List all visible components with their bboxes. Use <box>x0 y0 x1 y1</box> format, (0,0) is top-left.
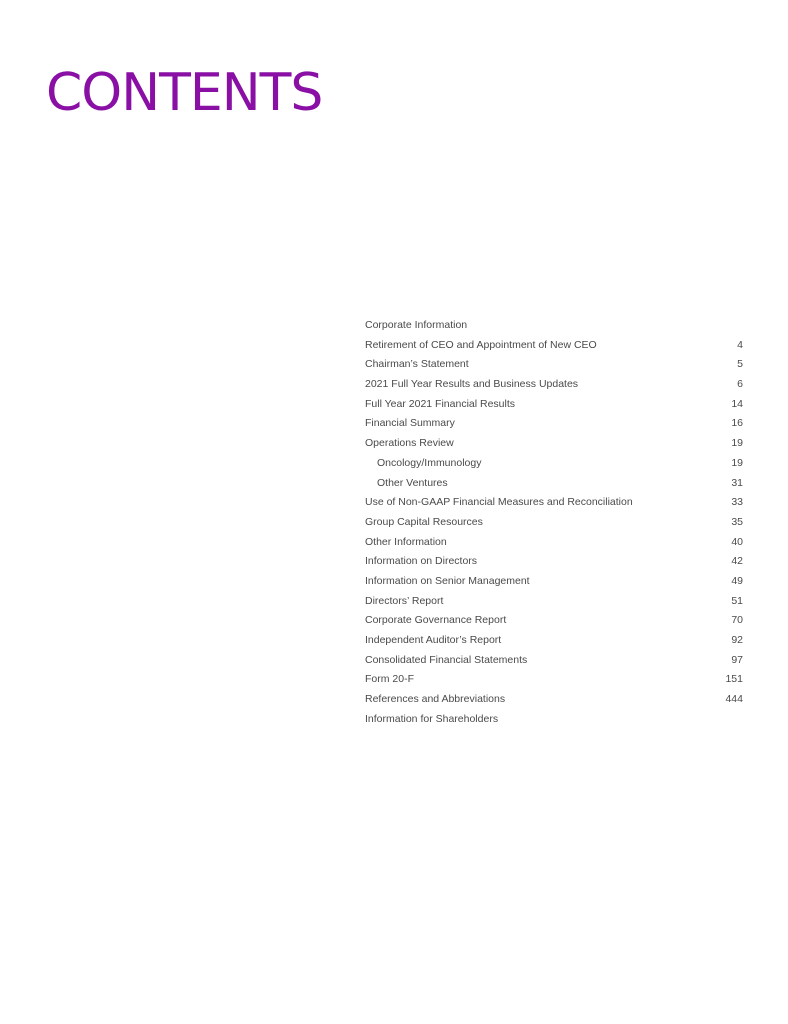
toc-entry[interactable] <box>365 477 743 497</box>
toc-entry-page-number: 5 <box>737 358 743 371</box>
toc-entry-page-number: 40 <box>731 535 743 548</box>
toc-entry[interactable] <box>365 339 743 359</box>
toc-entry-page-number: 33 <box>731 496 743 509</box>
toc-entry-label: Information on Directors <box>365 555 478 568</box>
toc-entry[interactable] <box>365 575 743 595</box>
toc-entry[interactable] <box>365 457 743 477</box>
toc-entry[interactable] <box>365 437 743 457</box>
page-title: CONTENTS <box>46 63 323 123</box>
toc-entry[interactable] <box>365 555 743 575</box>
toc-entry-label: Other Ventures <box>377 476 448 489</box>
toc-entry[interactable] <box>365 516 743 536</box>
toc-entry-page-number: 444 <box>725 693 743 706</box>
toc-entry-page-number: 151 <box>725 673 743 686</box>
toc-entry-page-number: 97 <box>731 653 743 666</box>
toc-entry-page-number: 19 <box>731 456 743 469</box>
toc-entry[interactable] <box>365 358 743 378</box>
toc-entry[interactable] <box>365 654 743 674</box>
toc-entry[interactable] <box>365 496 743 516</box>
toc-entry[interactable] <box>365 378 743 398</box>
toc-entry[interactable] <box>365 319 743 339</box>
toc-entry-label: Operations Review <box>365 437 454 450</box>
toc-entry[interactable] <box>365 713 743 733</box>
toc-entry-label: Group Capital Resources <box>365 515 483 528</box>
toc-entry-page-number: 49 <box>731 574 743 587</box>
toc-entry-label: 2021 Full Year Results and Business Updates <box>365 378 579 391</box>
toc-entry-page-number: 51 <box>731 594 743 607</box>
toc-entry-page-number: 31 <box>731 476 743 489</box>
toc-entry-page-number: 42 <box>731 555 743 568</box>
toc-entry-page-number: 6 <box>737 378 743 391</box>
toc-entry-label: Information for Shareholders <box>365 712 499 725</box>
toc-entry[interactable] <box>365 693 743 713</box>
toc-entry[interactable] <box>365 673 743 693</box>
toc-entry-label: References and Abbreviations <box>365 693 506 706</box>
toc-entry-label: Directors’ Report <box>365 594 444 607</box>
toc-entry-page-number: 35 <box>731 515 743 528</box>
toc-entry-label: Consolidated Financial Statements <box>365 653 528 666</box>
toc-entry[interactable] <box>365 417 743 437</box>
toc-entry-page-number: 70 <box>731 614 743 627</box>
toc-entry-label: Oncology/Immunology <box>377 456 482 469</box>
toc-entry-page-number: 16 <box>731 417 743 430</box>
toc-entry-label: Information on Senior Management <box>365 574 530 587</box>
toc-entry[interactable] <box>365 398 743 418</box>
toc-entry[interactable] <box>365 634 743 654</box>
toc-entry-label: Independent Auditor’s Report <box>365 634 502 646</box>
table-of-contents <box>365 319 743 732</box>
toc-entry-page-number: 4 <box>737 338 743 351</box>
toc-entry-label: Corporate Information <box>365 319 468 331</box>
toc-entry-page-number: 92 <box>731 634 743 646</box>
toc-entry-label: Corporate Governance Report <box>365 614 507 627</box>
toc-entry-label: Form 20-F <box>365 673 415 686</box>
toc-entry-label: Use of Non-GAAP Financial Measures and Reconciliation <box>365 496 633 509</box>
toc-entry[interactable] <box>365 536 743 556</box>
toc-entry-page-number: 19 <box>731 437 743 450</box>
toc-entry-label: Other Information <box>365 535 447 548</box>
toc-entry-label: Full Year 2021 Financial Results <box>365 397 516 410</box>
toc-entry[interactable] <box>365 595 743 615</box>
toc-entry[interactable] <box>365 614 743 634</box>
toc-entry-label: Retirement of CEO and Appointment of New CEO <box>365 338 597 351</box>
toc-entry-label: Chairman’s Statement <box>365 358 469 371</box>
toc-entry-label: Financial Summary <box>365 417 455 430</box>
toc-entry-page-number: 14 <box>731 397 743 410</box>
